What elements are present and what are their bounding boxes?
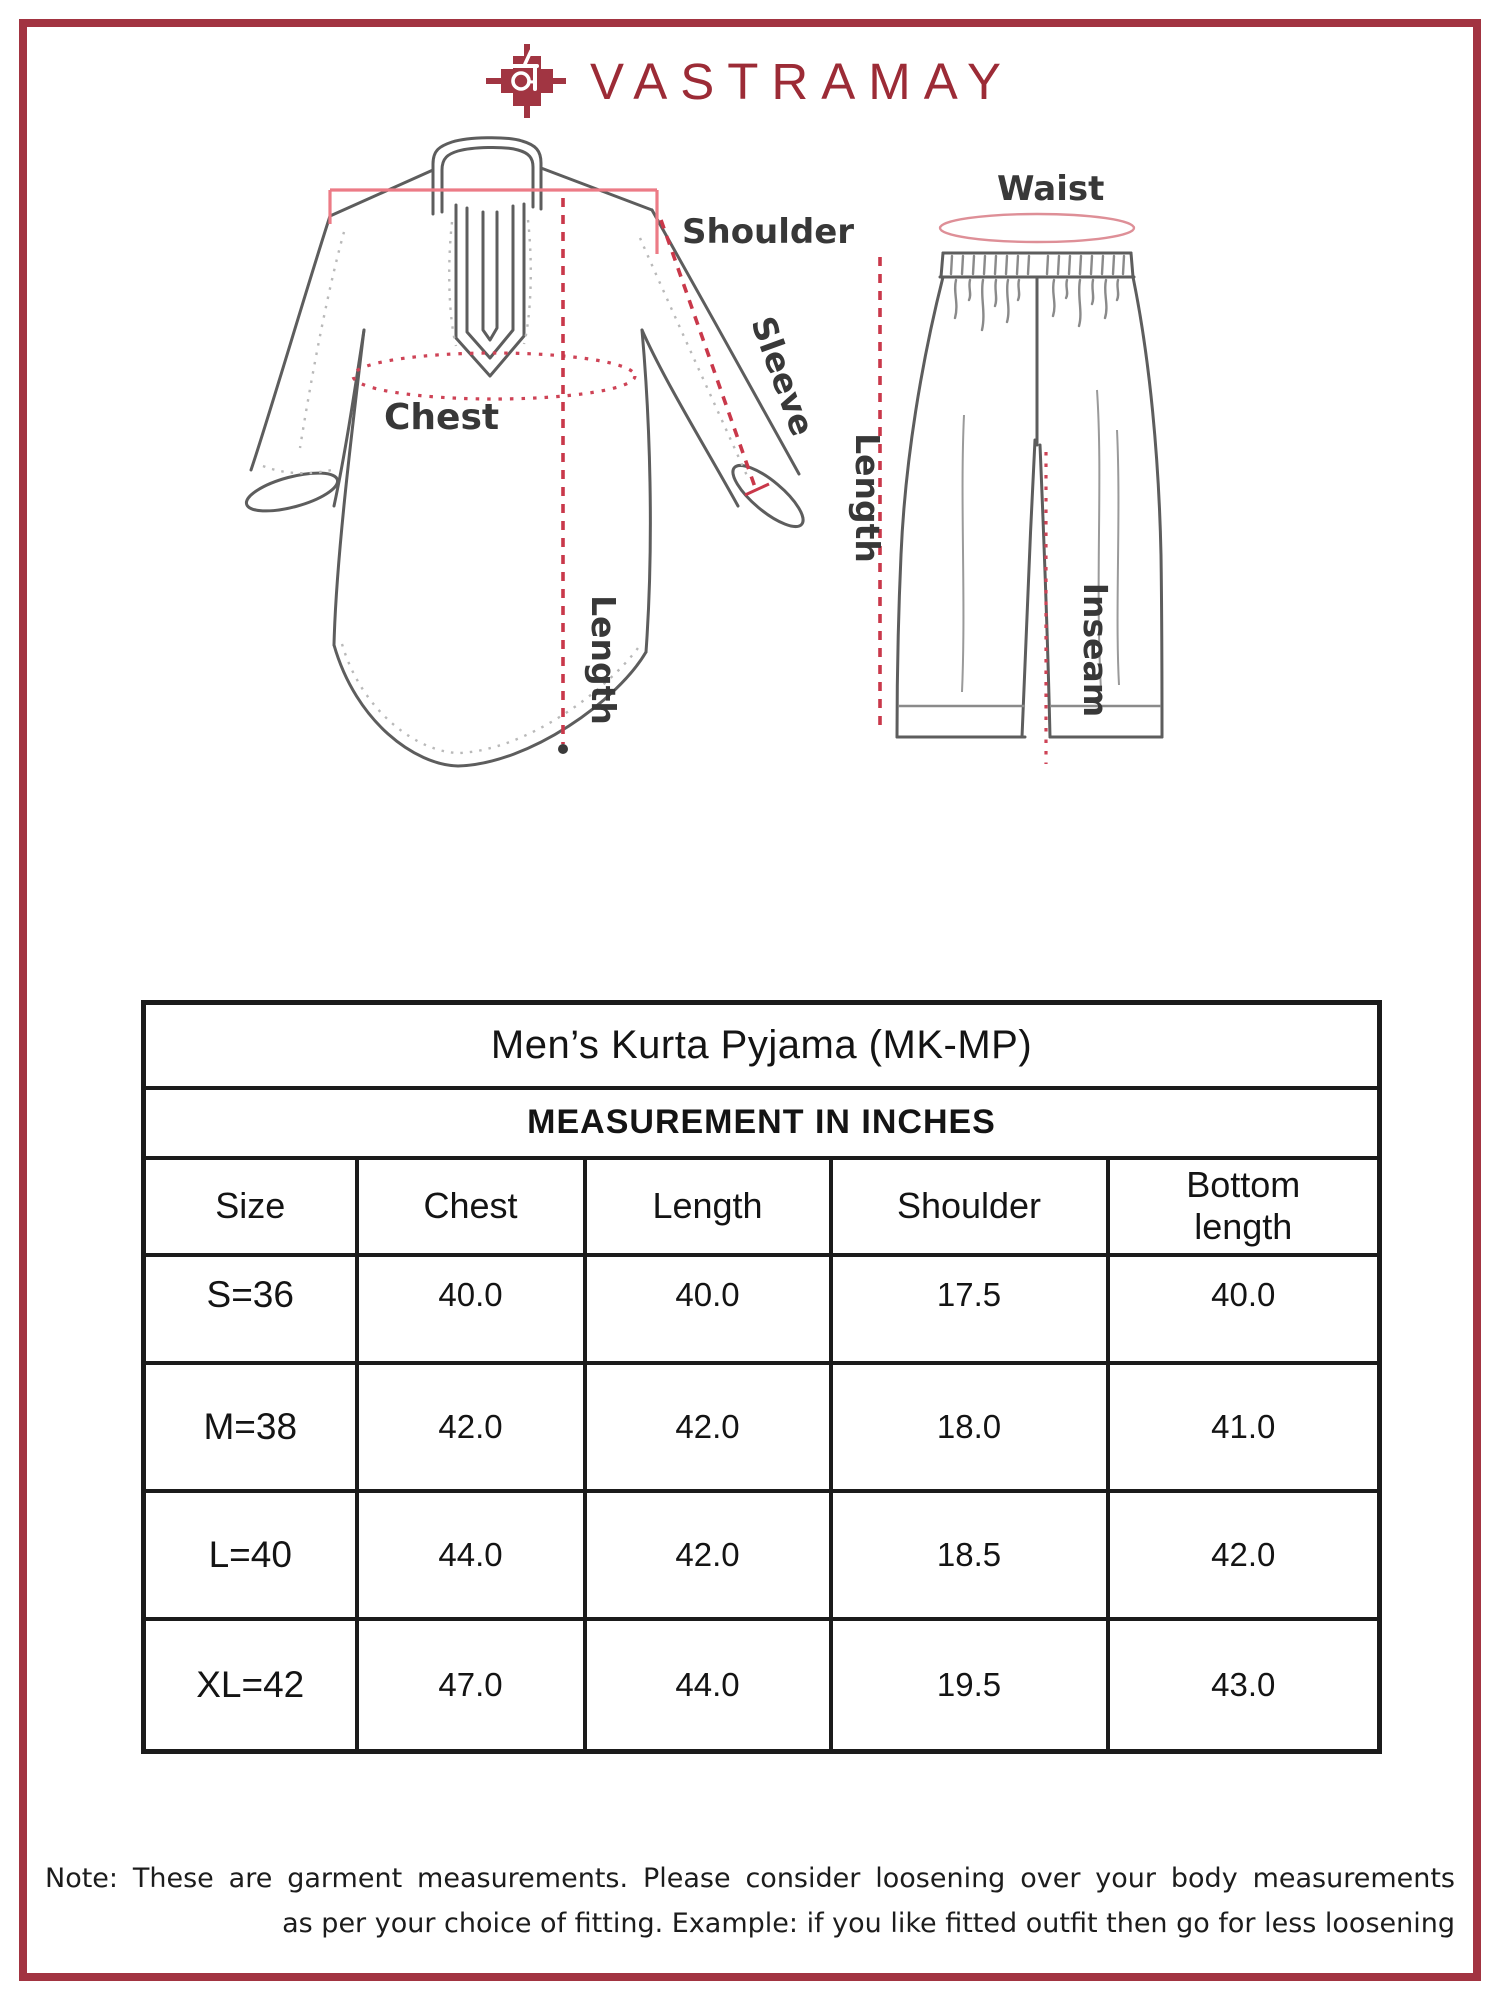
- shoulder-cell: 17.5: [831, 1255, 1108, 1363]
- size-chart-table: [141, 1000, 1382, 1754]
- bottom-length-cell: 42.0: [1108, 1491, 1380, 1619]
- note-line-2: as per your choice of fitting. Example: if you like fitted outfit then go for less loosening: [282, 1908, 1455, 1939]
- length-cell: 44.0: [585, 1619, 831, 1752]
- size-cell: L=40: [144, 1491, 357, 1619]
- chest-cell: 47.0: [357, 1619, 585, 1752]
- pyjama-waist-label: Waist: [997, 169, 1105, 209]
- chest-cell: 40.0: [357, 1255, 585, 1363]
- note-line-1: Note: These are garment measurements. Please consider loosening over your body measurements: [45, 1863, 1455, 1894]
- table-row-s: [144, 1255, 1380, 1363]
- kurta-shoulder-label: Shoulder: [682, 212, 855, 252]
- column-header-bottom-length: Bottom length: [1108, 1158, 1380, 1255]
- column-header-size: Size: [144, 1158, 357, 1255]
- table-header-row: [144, 1158, 1380, 1255]
- table-row-l: [144, 1491, 1380, 1619]
- garment-measurement-diagrams: [0, 0, 1500, 820]
- pyjama-diagram: [848, 169, 1162, 764]
- shoulder-cell: 18.5: [831, 1491, 1108, 1619]
- table-subtitle: MEASUREMENT IN INCHES: [144, 1088, 1380, 1158]
- length-cell: 40.0: [585, 1255, 831, 1363]
- bottom-length-cell: 41.0: [1108, 1363, 1380, 1491]
- chest-cell: 42.0: [357, 1363, 585, 1491]
- table-title-row: [144, 1003, 1380, 1088]
- column-header-shoulder: Shoulder: [831, 1158, 1108, 1255]
- kurta-diagram: [243, 138, 855, 766]
- size-cell: M=38: [144, 1363, 357, 1491]
- shoulder-cell: 19.5: [831, 1619, 1108, 1752]
- kurta-length-label: Length: [584, 595, 623, 725]
- pyjama-length-label: Length: [848, 433, 887, 563]
- column-header-length: Length: [585, 1158, 831, 1255]
- size-cell: XL=42: [144, 1619, 357, 1752]
- bottom-length-cell: 43.0: [1108, 1619, 1380, 1752]
- length-cell: 42.0: [585, 1491, 831, 1619]
- length-cell: 42.0: [585, 1363, 831, 1491]
- shoulder-cell: 18.0: [831, 1363, 1108, 1491]
- pyjama-inseam-label: Inseam: [1076, 582, 1115, 718]
- kurta-chest-label: Chest: [384, 397, 500, 438]
- table-title: Men’s Kurta Pyjama (MK-MP): [144, 1003, 1380, 1088]
- column-header-chest: Chest: [357, 1158, 585, 1255]
- bottom-length-cell: 40.0: [1108, 1255, 1380, 1363]
- table-row-xl: [144, 1619, 1380, 1752]
- chest-cell: 44.0: [357, 1491, 585, 1619]
- measurement-note: [45, 1856, 1455, 1946]
- table-subtitle-row: [144, 1088, 1380, 1158]
- kurta-sleeve-label: Sleeve: [743, 311, 823, 441]
- table-row-m: [144, 1363, 1380, 1491]
- size-cell: S=36: [144, 1255, 357, 1363]
- brand-name: VASTRAMAY: [590, 52, 1014, 110]
